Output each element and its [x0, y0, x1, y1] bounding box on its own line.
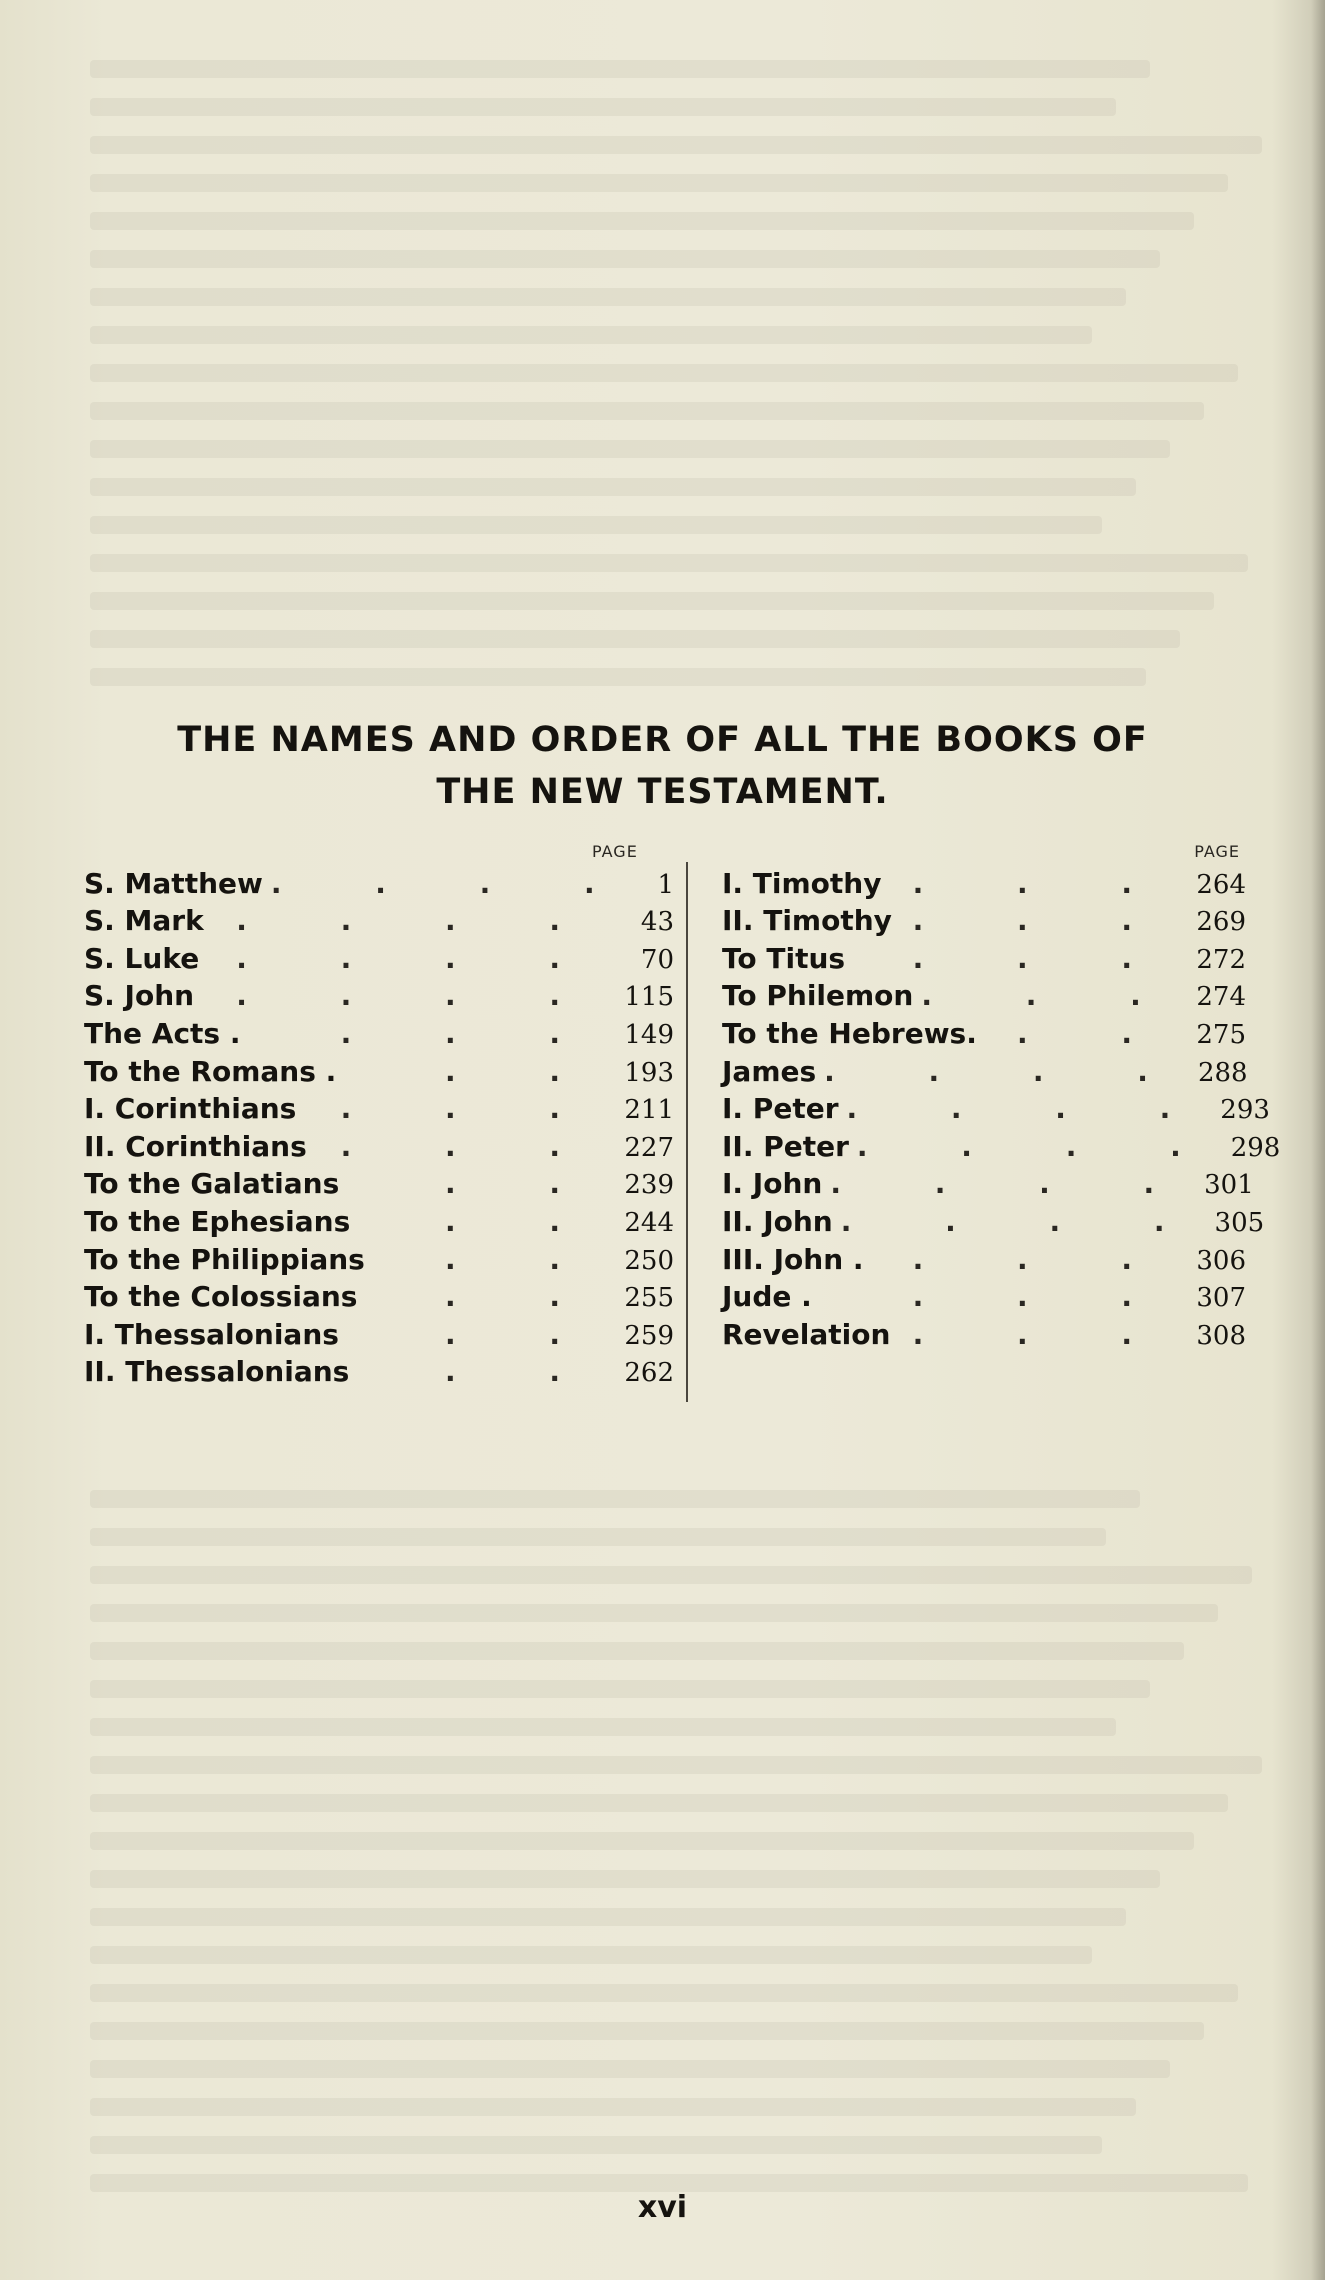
- book-name: I. Corinthians: [84, 1092, 297, 1126]
- contents-row: [84, 1088, 674, 1126]
- show-through-line: [90, 136, 1262, 154]
- dot-leader: . . . .: [840, 1204, 1207, 1238]
- show-through-line: [90, 1984, 1238, 2002]
- dot-leader: . . .: [912, 941, 1174, 975]
- contents-row: [84, 862, 674, 900]
- dot-leader: . . .: [912, 866, 1174, 900]
- book-page-number: 239: [624, 1170, 674, 1201]
- book-name: S. Mark: [84, 904, 204, 938]
- page-number: xvi: [637, 2190, 688, 2225]
- dot-leader: . . .: [340, 1092, 602, 1126]
- book-name: S. John: [84, 979, 195, 1013]
- dot-leader: . .: [1016, 1016, 1174, 1050]
- left-book-list: [84, 862, 674, 1388]
- contents-row: [84, 1351, 674, 1389]
- dot-leader: . . .: [340, 1016, 602, 1050]
- book-name: To the Colossians: [84, 1280, 358, 1314]
- show-through-line: [90, 1718, 1116, 1736]
- contents-row: [722, 900, 1246, 938]
- book-name: To Titus: [722, 941, 846, 975]
- book-page-number: 250: [624, 1245, 674, 1276]
- book-page-number: 293: [1220, 1095, 1270, 1126]
- book-page-number: 288: [1197, 1057, 1248, 1088]
- book-page-number: 269: [1196, 907, 1246, 938]
- show-through-line: [90, 1528, 1106, 1546]
- dot-leader: . . . .: [236, 979, 602, 1013]
- book-name: II. John: [722, 1204, 833, 1238]
- contents-row: [84, 1276, 674, 1314]
- show-through-line: [90, 250, 1160, 268]
- show-through-line: [90, 212, 1194, 230]
- dot-leader: . . .: [912, 904, 1174, 938]
- contents-row: [722, 1050, 1246, 1088]
- show-through-line: [90, 2022, 1204, 2040]
- book-page-number: 274: [1196, 982, 1246, 1013]
- show-through-line: [90, 1604, 1218, 1622]
- show-through-line: [90, 326, 1092, 344]
- book-page-number: 264: [1196, 869, 1246, 900]
- contents-row: [722, 937, 1246, 975]
- show-through-line: [90, 288, 1126, 306]
- contents-row: [84, 1012, 674, 1050]
- show-through-line: [90, 1680, 1150, 1698]
- dot-leader: . . .: [912, 1280, 1174, 1314]
- book-name: Revelation: [722, 1317, 891, 1351]
- book-page-number: 298: [1230, 1132, 1281, 1163]
- contents-row: [722, 1012, 1246, 1050]
- show-through-line: [90, 98, 1116, 116]
- book-page-number: 227: [624, 1132, 674, 1163]
- show-through-line: [90, 1756, 1262, 1774]
- dot-leader: . .: [444, 1242, 602, 1276]
- book-name: I. John: [722, 1167, 823, 1201]
- page-title: [0, 714, 1325, 818]
- book-name: II. Timothy: [722, 904, 892, 938]
- book-page-number: 43: [640, 907, 674, 938]
- show-through-line: [90, 402, 1204, 420]
- contents-row: [722, 1238, 1246, 1276]
- book-name: II. Thessalonians: [84, 1355, 350, 1389]
- contents-row: [722, 1313, 1246, 1351]
- contents-row: [722, 1163, 1254, 1201]
- book-page-number: 301: [1204, 1170, 1254, 1201]
- book-name: Jude .: [722, 1280, 812, 1314]
- book-name: I. Peter: [722, 1092, 839, 1126]
- show-through-line: [90, 1946, 1092, 1964]
- contents-row: [722, 975, 1246, 1013]
- dot-leader: . .: [444, 1204, 602, 1238]
- dot-leader: . . .: [921, 979, 1183, 1013]
- column-divider: [686, 862, 688, 1402]
- book-name: I. Timothy: [722, 866, 882, 900]
- book-page-number: 307: [1196, 1283, 1246, 1314]
- contents-row: [722, 1200, 1265, 1238]
- contents-row: [722, 1088, 1270, 1126]
- book-page-number: 211: [624, 1095, 674, 1126]
- contents-row: [84, 1238, 674, 1276]
- contents-row: [722, 1276, 1246, 1314]
- show-through-line: [90, 1642, 1184, 1660]
- show-through-line: [90, 630, 1180, 648]
- show-through-line: [90, 2098, 1136, 2116]
- dot-leader: . . . .: [824, 1054, 1190, 1088]
- title-line-2: THE NEW TESTAMENT.: [436, 772, 889, 812]
- dot-leader: . . . .: [236, 904, 602, 938]
- show-through-line: [90, 1794, 1228, 1812]
- page-edge-shadow: [1311, 0, 1325, 2280]
- book-page-number: 1: [657, 869, 674, 900]
- dot-leader: . .: [444, 1280, 602, 1314]
- contents-row: [84, 937, 674, 975]
- book-page-number: 244: [624, 1207, 674, 1238]
- book-name: S. Luke: [84, 941, 200, 975]
- book-name: II. Peter: [722, 1129, 849, 1163]
- book-page-number: 255: [624, 1283, 674, 1314]
- contents-row: [84, 1050, 674, 1088]
- dot-leader: . . .: [340, 1129, 602, 1163]
- book-name: III. John .: [722, 1242, 864, 1276]
- book-name: To the Galatians: [84, 1167, 340, 1201]
- book-name: I. Thessalonians: [84, 1317, 339, 1351]
- show-through-line: [90, 1566, 1252, 1584]
- book-name: To the Hebrews.: [722, 1016, 977, 1050]
- show-through-line: [90, 364, 1238, 382]
- dot-leader: . . . .: [856, 1129, 1223, 1163]
- show-through-line: [90, 440, 1170, 458]
- show-through-line: [90, 60, 1150, 78]
- contents-row: [84, 900, 674, 938]
- book-page-number: 149: [624, 1019, 674, 1050]
- show-through-line: [90, 554, 1248, 572]
- book-name: To the Ephesians: [84, 1204, 351, 1238]
- contents-row: [84, 1163, 674, 1201]
- dot-leader: . .: [444, 1054, 602, 1088]
- show-through-line: [90, 592, 1214, 610]
- book-page-number: 70: [640, 944, 674, 975]
- book-name: II. Corinthians: [84, 1129, 307, 1163]
- book-name: The Acts .: [84, 1016, 241, 1050]
- book-page-number: 306: [1196, 1245, 1246, 1276]
- contents-row: [84, 1200, 674, 1238]
- book-page-number: 305: [1214, 1207, 1265, 1238]
- show-through-line: [90, 478, 1136, 496]
- show-through-line: [90, 2060, 1170, 2078]
- page-column-heading: PAGE: [1194, 842, 1240, 861]
- right-book-list: [722, 862, 1281, 1351]
- dot-leader: . .: [444, 1355, 602, 1389]
- contents-row: [84, 1125, 674, 1163]
- contents-row: [84, 975, 674, 1013]
- page-column-heading: PAGE: [592, 842, 638, 861]
- book-page-number: 272: [1196, 944, 1246, 975]
- dot-leader: . . .: [912, 1242, 1174, 1276]
- dot-leader: . . . .: [846, 1092, 1213, 1126]
- book-name: S. Matthew: [84, 866, 263, 900]
- show-through-line: [90, 1832, 1194, 1850]
- book-page-number: 275: [1196, 1019, 1246, 1050]
- book-page-number: 262: [624, 1358, 674, 1389]
- book-page-number: 259: [624, 1320, 674, 1351]
- dot-leader: . . . .: [830, 1167, 1197, 1201]
- book-name: To Philemon: [722, 979, 914, 1013]
- book-page-number: 308: [1196, 1320, 1246, 1351]
- contents-row: [722, 1125, 1281, 1163]
- book-name: To the Philippians: [84, 1242, 365, 1276]
- dot-leader: . .: [444, 1167, 602, 1201]
- dot-leader: . . . .: [236, 941, 602, 975]
- contents-row: [84, 1313, 674, 1351]
- book-name: To the Romans .: [84, 1054, 337, 1088]
- book-page-number: 115: [624, 982, 674, 1013]
- show-through-line: [90, 174, 1228, 192]
- show-through-line: [90, 1908, 1126, 1926]
- show-through-line: [90, 1870, 1160, 1888]
- dot-leader: . .: [444, 1317, 602, 1351]
- dot-leader: . . . .: [270, 866, 637, 900]
- title-line-1: THE NAMES AND ORDER OF ALL THE BOOKS OF: [177, 720, 1148, 760]
- dot-leader: . . .: [912, 1317, 1174, 1351]
- show-through-line: [90, 516, 1102, 534]
- show-through-line: [90, 1490, 1140, 1508]
- contents-row: [722, 862, 1246, 900]
- show-through-line: [90, 2136, 1102, 2154]
- book-name: James: [722, 1054, 817, 1088]
- book-page-number: 193: [624, 1057, 674, 1088]
- show-through-line: [90, 668, 1146, 686]
